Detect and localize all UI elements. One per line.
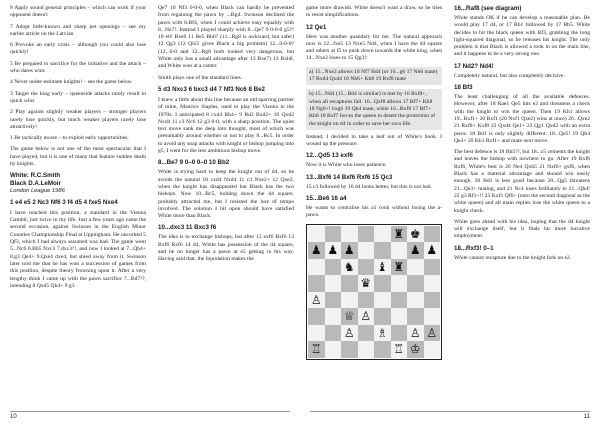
board-square — [325, 242, 342, 259]
paragraph: The least challenging of all the available defences. However, after 18 Rae1 Qe5 hits e2 and threatens a check with the knight to win the queen. Then 19 Kh1 allows 19...Rxf1+ 20 Rxf1 (20 Nxf1 Qxe2) wins at once) 20...Qxe2 21 Rxf8+ Kxf8 22 Qxd4 Qe1+ 23 Qg1 Qxd2 with an extra piece. 18 Bd1 is only slightly different: 18...Qe5! 19 Qb4 Qe3+ 20 Kh1 Rxf1+ and mate next move. — [454, 94, 590, 144]
board-square — [391, 242, 408, 259]
column-4 — [454, 5, 590, 266]
page-number-left: 10 — [10, 414, 17, 420]
black-queen-icon: ♛ — [360, 276, 372, 291]
board-square — [424, 308, 441, 325]
heading: 8...Be7 9 0–0 0–0 10 Bb2 — [158, 159, 230, 167]
paragraph: White cannot recapture due to the knight fork on e2. — [454, 254, 572, 261]
paragraph: a) 15...Nxe2 allows 16 Nf7 Bd4 (or 16...g6 17 Nh6 mate) 17 Bxd4 Qxd4 18 Nh6+ Kh8 19 Rxf8 mate — [306, 67, 442, 86]
paragraph: 4 Never under-estimate knights! – see the game below — [10, 79, 132, 86]
board-square — [358, 308, 375, 325]
board-square — [341, 242, 358, 259]
paragraph: Now it is White who loses patience. — [306, 162, 387, 169]
heading: 1 e4 e5 2 Nc3 Nf6 3 f4 d5 4 fxe5 Nxe4 — [10, 198, 118, 206]
column-3 — [306, 5, 442, 366]
board-square — [407, 341, 424, 358]
paragraph: The best defence is 18 Bh5!?, but 18...c5 cements the knight and leaves the bishop with nowhere to go. After 19 Rxf6 Rxf6, White's best is 20 Ne4 Qxh5 21 Nxf6+ gxf6, when Black has a material advantage and should win easily enough. 20 Bd1 is less good because 20...Qg5 threatens 21...Qe3+ mating, and 21 Nc4 loses brilliantly to 21...Qh4! 22 g3 Rf1+!! 23 Kxf1 Qf6+ (onto the second diagonal as the white queen) and all main replies lose the white queen to a knight check. — [454, 149, 590, 214]
paragraph: I have reached this position, a standard in the Vienna Gambit, just twice in my life. Just a few years ago came the second occasion, against Swinson in the English Minor Counties Championship Final at Uppingham. He uncorked 5 Qf3, which I had always assumed was bad. The game went 5...Nc6 6.Bb5 Nxc3 7.dxc3?!, and now I looked at 7...Qh4+ 8.g3 Qe4+ 9.Qxe4 dxe4, but shied away from it. Swinson later told me that he has won a succession of games from this position, despite theory frowning upon it. After a very lengthy think I came up with the pawn sacrifice 7...Bd7!?, intending 8 Qxd5 Qh4+ 9 g3 — [10, 209, 146, 289]
board-square — [424, 341, 441, 358]
board-square — [391, 275, 408, 292]
board-square — [424, 259, 441, 276]
paragraph: White is trying hard to keep the knight out of d4, so he avoids the natural 10 cxd4 Nxd4 11 c3 Nxe2+ 12 Qxe2, when the knight has disappeared but Black has the two bishops. Now 10...Bc5, holding down the d4 square, probably attracted me, but I resisted the lure of tempo involved. The solution I hit upon should have satisfied White more than Black. — [158, 169, 294, 220]
white-king-icon: ♔ — [409, 342, 421, 357]
column-3-text — [306, 5, 442, 220]
paragraph: 15 c3 followed by 16 d4 looks better, but this is not bad. — [306, 183, 432, 190]
board-square — [341, 341, 358, 358]
board-square — [325, 259, 342, 276]
board-square — [341, 275, 358, 292]
board-square — [424, 325, 441, 342]
board-square — [358, 259, 375, 276]
board-square — [308, 259, 325, 276]
white-bishop-icon: ♗ — [376, 325, 388, 340]
chess-board — [308, 226, 440, 358]
black-rook-icon: ♜ — [393, 226, 405, 241]
board-square — [407, 308, 424, 325]
black-pawn-icon: ♟ — [343, 243, 355, 258]
board-square — [374, 275, 391, 292]
board-square — [407, 259, 424, 276]
board-square — [358, 226, 375, 243]
board-square — [308, 325, 325, 342]
black-king-icon: ♚ — [409, 226, 421, 241]
board-square — [308, 226, 325, 243]
board-square — [358, 325, 375, 342]
heading: London League 1986 — [10, 188, 65, 195]
white-pawn-icon: ♙ — [343, 325, 355, 340]
heading: 5 d3 Nxc3 6 bxc3 d4 7 Nf3 Nc6 8 Be2 — [158, 85, 265, 93]
paragraph: Here was another quandary for me. The natural approach now is 12...fxe5 13 Nxe5 Nd4, when I have the d4 square and others at f5 to push down towards the white king, when 14...Nxe2 loses to 15 Qg3!: — [306, 33, 442, 62]
heading: 18 Bf3 — [454, 84, 473, 92]
board-square — [358, 242, 375, 259]
paragraph: 6 Provoke an early crisis – although you could also lose quickly! — [10, 42, 146, 56]
board-square — [325, 275, 342, 292]
board-square — [358, 341, 375, 358]
paragraph: b) 15...Nd4 (15...Bd4 is similar) is met by 16 Rxf8+, when all recaptures fail. 16...Qxf8 allows 17 Bf7+ Kh8 18 Ng6+! hxg6 19 Qh4 mate, while 16...Bxf8 17 Bf7+ Kh8 18 Bxf7 forces the queen to desert the protection of the knight on d4 in order to save her own life. — [306, 89, 442, 129]
paragraph: 7 Adopt little-known and sharp pet openings – see my earlier article on the Latvian — [10, 23, 146, 37]
white-rook-icon: ♖ — [310, 342, 322, 357]
heading: 12 Qe1 — [306, 23, 327, 31]
paragraph: Instead, I decided to take a leaf out of White's book. I wound up the pressure. — [306, 133, 442, 148]
board-square — [407, 226, 424, 243]
paragraph: White stands OK if he can develop a reasonable plan. He would play 17 d4, or 17 Rb1 followed by 17 Rb5. White decides to hit the black queen with Bf3, grabbing the long light-squared diagonal, so he releases his knight. The only problem is that Black is allowed a rook in on the main line, and it happens to be a very strong one. — [454, 15, 590, 58]
board-square — [308, 341, 325, 358]
board-square — [358, 275, 375, 292]
board-square — [341, 325, 358, 342]
black-rook-icon: ♜ — [393, 259, 405, 274]
paragraph: 5 Be prepared to sacrifice for the initiative and the attack – who dares wins — [10, 60, 146, 75]
board-square — [374, 259, 391, 276]
board-square — [407, 242, 424, 259]
black-pawn-icon: ♟ — [409, 243, 421, 258]
board-square — [374, 292, 391, 309]
board-square — [391, 292, 408, 309]
board-square — [424, 275, 441, 292]
paragraph: 1 Be tactically aware – to exploit early opportunities. — [10, 135, 129, 142]
board-square — [407, 292, 424, 309]
board-square — [374, 325, 391, 342]
board-square — [325, 325, 342, 342]
column-1 — [10, 5, 146, 294]
heading: White: R.C.Smith — [10, 172, 61, 180]
white-pawn-icon: ♙ — [360, 309, 372, 324]
heading: Black D.A.LeMoir — [10, 180, 61, 188]
page-number-right: 11 — [583, 414, 590, 420]
paragraph: Completely natural, but also completely decisive. — [454, 72, 565, 79]
paragraph: The idea is to exchange bishops, but after 12 exf6 Bxf6 13 Bxf6 Rxf6 14 d4, White has possession of the d4 square, and he no longer has a pawn at e5 getting in his way. Having said that, the liquidation makes the — [158, 234, 294, 263]
paragraph: Smith plays one of the standard lines. — [158, 74, 243, 81]
black-knight-icon: ♞ — [343, 259, 355, 274]
heading: 16...Raf8 (see diagram) — [454, 5, 522, 12]
board-square — [391, 226, 408, 243]
board-square — [308, 308, 325, 325]
board-square — [341, 226, 358, 243]
board-square — [424, 292, 441, 309]
paragraph: Qe7 10 Nf3 0-0-0, when Black can hardly be prevented from regaining the pawn by ...Bg4. Swinson declined the pawn with 8.Bf4, when I could achieve easy equality with 8...Ne7!. Instead I played sharply with 8...Qe7 9 0-0-0 g5?! 10 e6! Bxe6 11 Be5 Bh6? (11...Rg8 is awkward, but safer) 12 Qg3 (12 Qh5! gives Black a big problem) 12...0-0-0? (12...0-0 and 12...Rg8 both looked very dangerous, but White only has a small advantage after 13 Bxe7) 13 Bxh8, and White won at a canter. — [158, 5, 294, 70]
heading: 18...Rxf3! 0–1 — [454, 244, 494, 252]
column-2 — [158, 5, 294, 268]
board-square — [391, 341, 408, 358]
paragraph: 8 Apply sound general principles – which can work if your opponent doesn't — [10, 5, 146, 19]
white-rook-icon: ♖ — [393, 342, 405, 357]
board-square — [391, 259, 408, 276]
board-square — [374, 242, 391, 259]
board-square — [374, 308, 391, 325]
board-square — [391, 308, 408, 325]
black-pawn-icon: ♟ — [426, 243, 438, 258]
board-square — [308, 275, 325, 292]
paragraph: I knew a little about this line because an old sparring partner of mine, Maurice Staples, used to play the Vienna in the 1970s. I anticipated 8 cxd4 Bb4+ 9 Bd2 Bxd2+ 10 Qxd2 Nxd4 11 c3 Nc6 12 g3 0-0, with a sharp position. The quiet text move sank me deep into thought, most of which was presumably around whether or not to play 8...Bc5. In order to avoid any snap attacks with knight or bishop jumping into g5, I went for the less ambitious bishop move. — [158, 96, 294, 155]
heading: 12...Qd5 13 exf6 — [306, 152, 353, 160]
white-pawn-icon: ♙ — [409, 325, 421, 340]
white-pawn-icon: ♙ — [426, 325, 438, 340]
paragraph: 3 Target the king early – queenside attacks rarely result in quick wins — [10, 90, 146, 104]
board-square — [308, 292, 325, 309]
board-square — [325, 226, 342, 243]
footer-rule-left — [10, 411, 290, 412]
footer-rule-right — [310, 411, 590, 412]
chess-diagram — [306, 224, 442, 360]
board-square — [424, 226, 441, 243]
board-square — [341, 259, 358, 276]
board-square — [341, 292, 358, 309]
heading: 15...Be6 16 a4 — [306, 195, 347, 203]
black-bishop-icon: ♝ — [376, 259, 388, 274]
white-queen-icon: ♕ — [343, 309, 355, 324]
board-square — [308, 242, 325, 259]
board-square — [325, 292, 342, 309]
board-square — [358, 292, 375, 309]
heading: 17 Nd2? Nd4! — [454, 62, 494, 70]
paragraph: White goes ahead with his idea, hoping that the d4 knight will exchange itself, but it finds far more lucrative employment. — [454, 218, 590, 240]
paragraph: The game below is not one of the most spectacular that I have played, but it is one of many that feature sudden death by knights. — [10, 146, 146, 168]
paragraph: 2 Play against slightly weaker players – stronger players rarely lose quickly, but much weaker players rarely lose attractively! — [10, 109, 146, 130]
board-square — [325, 341, 342, 358]
black-pawn-icon: ♟ — [327, 243, 339, 258]
black-pawn-icon: ♟ — [310, 243, 322, 258]
heading: 10...dxc3 11 Bxc3 f6 — [158, 224, 217, 232]
board-square — [407, 275, 424, 292]
board-square — [341, 308, 358, 325]
heading: 13...Bxf6 14 Bxf6 Rxf6 15 Qc3 — [306, 173, 393, 181]
board-square — [325, 308, 342, 325]
board-square — [374, 341, 391, 358]
white-pawn-icon: ♙ — [310, 292, 322, 307]
board-square — [424, 242, 441, 259]
paragraph: game more drawish. White doesn't want a draw, so he tries to resist simplifications. — [306, 5, 442, 19]
board-square — [407, 325, 424, 342]
paragraph: He wants to centralise his a1 rook without losing the a-pawn. — [306, 205, 442, 219]
board-square — [391, 325, 408, 342]
board-square — [374, 226, 391, 243]
